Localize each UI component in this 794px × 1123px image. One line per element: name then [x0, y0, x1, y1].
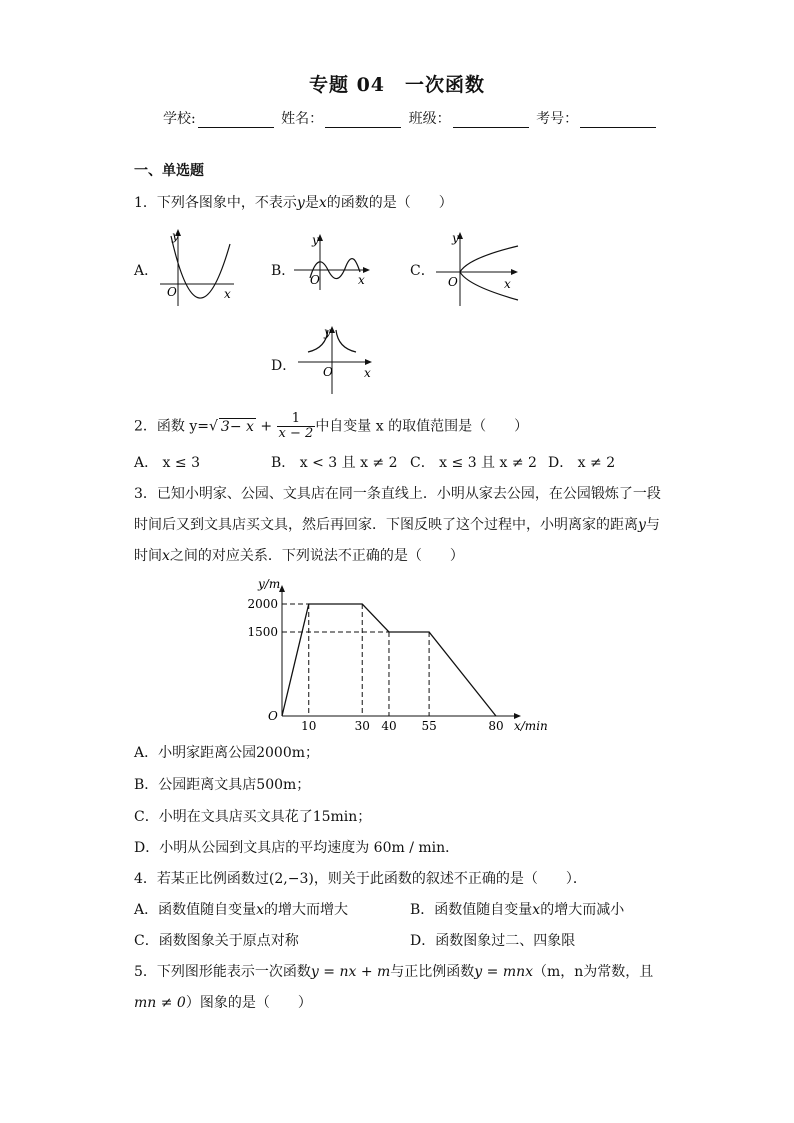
- q5-stem-line-2: [134, 992, 312, 1012]
- q4-opt-b-var: x: [532, 902, 541, 918]
- q1-d-origin: O: [323, 365, 333, 379]
- q4-opt-b-text-1: B．函数值随自变量: [410, 902, 533, 918]
- q1-a-axis-y: y: [172, 229, 179, 243]
- chart-xlabel: x/min: [514, 719, 548, 733]
- q1-option-a-label: A．: [134, 263, 159, 279]
- q1-var-x: x: [318, 195, 327, 211]
- student-info-line: [163, 108, 659, 128]
- q1-option-b-label: B．: [271, 263, 296, 279]
- q2-option-c: C． x ≤ 3 且 x ≠ 2: [410, 455, 537, 471]
- q1-d-axis-x: x: [364, 366, 371, 380]
- chart-axes: [279, 585, 521, 719]
- q2-stem-text-b: 中自变量 x 的取值范围是（ ）: [315, 418, 529, 435]
- q2-fraction: [277, 412, 316, 441]
- q2-plus: +: [260, 418, 273, 435]
- q1-c-axis-x: x: [504, 277, 511, 291]
- page-title: 专题 04 一次函数: [308, 74, 486, 96]
- q4-option-c: C．函数图象关于原点对称: [134, 933, 299, 949]
- chart-origin: O: [268, 709, 278, 723]
- q4-opt-b-text-2: 的增大而减小: [540, 902, 625, 918]
- q1-stem-text-b: 是: [304, 195, 319, 211]
- q2-stem-text-a: 2．函数 y=: [134, 418, 209, 435]
- q1-var-y: y: [296, 195, 305, 211]
- chart-ylabel: y/m: [258, 577, 281, 591]
- chart-xtick-label: 80: [488, 719, 504, 733]
- q3-option-c: C．小明在文具店买文具花了15min；: [134, 809, 372, 825]
- q2-option-d: D． x ≠ 2: [548, 455, 616, 471]
- q5-stem-line-1: [134, 961, 653, 981]
- q2-radicand: 3− x: [220, 418, 254, 435]
- exam-no-blank[interactable]: [580, 113, 656, 128]
- q3-option-a: A．小明家距离公园2000m；: [134, 745, 320, 761]
- q5-stem-text-d: ）图象的是（ ）: [185, 995, 312, 1011]
- q3-line-2: [134, 514, 660, 534]
- q4-opt-a-text-2: 的增大而增大: [264, 902, 349, 918]
- q1-graph-c: [432, 228, 524, 308]
- q3-option-d: D．小明从公园到文具店的平均速度为 60m / min．: [134, 840, 460, 856]
- q5-stem-text-c: （m，n为常数，且: [533, 964, 654, 980]
- chart-xtick-label: 40: [381, 719, 397, 733]
- q1-b-axis-y: y: [312, 233, 319, 247]
- q4-option-b: [410, 899, 624, 919]
- q3-line3-text-b: 之间的对应关系．下列说法不正确的是（ ）: [169, 548, 464, 564]
- q3-line3-text-a: 时间: [134, 548, 162, 564]
- class-blank[interactable]: [453, 113, 529, 128]
- q4-point: (2,−3): [268, 871, 314, 887]
- name-blank[interactable]: [325, 113, 401, 128]
- q1-stem: [134, 192, 453, 212]
- q1-option-d-label: D．: [271, 358, 297, 374]
- exam-no-label: 考号：: [536, 111, 579, 127]
- q3-line-1: 3．已知小明家、公园、文具店在同一条直线上．小明从家去公园，在公园锻炼了一段: [134, 486, 661, 502]
- q5-equation-2: y = mnx: [474, 964, 534, 980]
- q4-option-d: D．函数图象过二、四象限: [410, 933, 576, 949]
- q2-stem: 2．函数 y=√ 3− x + $\frac{1}{x - 2}$ 中自变量 x 的取值范围是（ ）: [134, 411, 529, 441]
- q3-option-b: B．公园距离文具店500m；: [134, 777, 311, 793]
- q1-b-axis-x: x: [358, 273, 365, 287]
- q2-option-a: A． x ≤ 3: [134, 455, 200, 471]
- q1-graph-b: [290, 230, 376, 294]
- q4-opt-a-var: x: [256, 902, 265, 918]
- q5-equation-1: y = nx + m: [310, 964, 391, 980]
- q5-stem-text-a: 5．下列图形能表示一次函数: [134, 964, 311, 980]
- chart-xtick-label: 10: [301, 719, 317, 733]
- chart-xtick-label: 30: [354, 719, 370, 733]
- q3-var-x: x: [162, 548, 170, 564]
- school-label: 学校:: [163, 111, 196, 127]
- q1-a-origin: O: [167, 285, 177, 299]
- name-label: 姓名：: [281, 111, 324, 127]
- q1-stem-text-c: 的函数的是（ ）: [326, 195, 453, 211]
- class-label: 班级：: [408, 111, 451, 127]
- q3-line2-text-b: 与: [645, 517, 660, 533]
- q5-condition: mn ≠ 0: [134, 995, 186, 1011]
- q4-opt-a-text-1: A．函数值随自变量: [134, 902, 257, 918]
- section-title: 一、单选题: [134, 163, 204, 179]
- q2-frac-den: x − 2: [278, 426, 314, 441]
- q3-var-y: y: [638, 517, 646, 533]
- q1-a-axis-x: x: [224, 287, 231, 301]
- q4-stem-text-b: ，则关于此函数的叙述不正确的是（ ）．: [313, 871, 587, 887]
- q1-c-axis-y: y: [452, 231, 459, 245]
- q1-graph-d: [294, 322, 380, 396]
- q4-stem: [134, 868, 587, 888]
- q1-c-origin: O: [448, 275, 458, 289]
- school-blank[interactable]: [198, 113, 274, 128]
- q3-line-3: [134, 545, 464, 565]
- q4-option-a: [134, 899, 348, 919]
- q1-graph-a: [152, 226, 242, 308]
- chart-xtick-label: 55: [421, 719, 437, 733]
- chart-ytick-label: 2000: [247, 597, 278, 611]
- q2-frac-num: 1: [277, 412, 316, 427]
- q5-stem-text-b: 与正比例函数: [390, 964, 475, 980]
- q3-line2-text-a: 时间后又到文具店买文具，然后再回家．下图反映了这个过程中，小明离家的距离: [134, 517, 638, 533]
- q4-stem-text-a: 4．若某正比例函数过: [134, 871, 269, 887]
- chart-ytick-label: 1500: [247, 625, 278, 639]
- q1-stem-text-a: 1．下列各图象中，不表示: [134, 195, 297, 211]
- q2-option-b: B． x < 3 且 x ≠ 2: [271, 455, 398, 471]
- q1-option-c-label: C．: [410, 263, 435, 279]
- q1-b-origin: O: [310, 273, 320, 287]
- q1-d-axis-y: y: [324, 325, 331, 339]
- q3-distance-time-chart: [244, 574, 554, 734]
